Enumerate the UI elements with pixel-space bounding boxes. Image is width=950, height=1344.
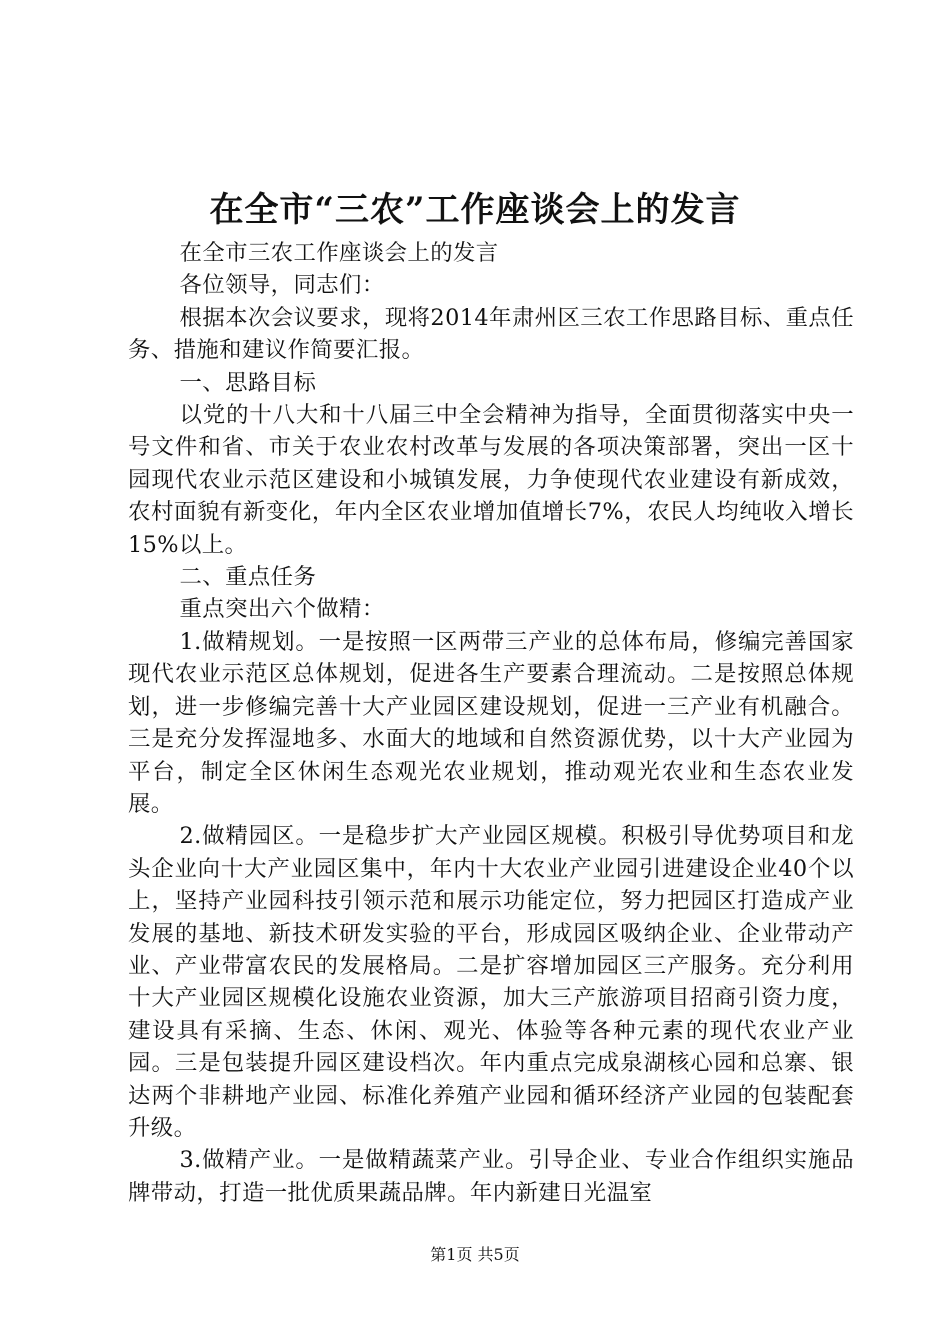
document-title: 在全市“三农”工作座谈会上的发言 [209, 190, 741, 230]
paragraph-task-planning: 1.做精规划。一是按照一区两带三产业的总体布局，修编完善国家现代农业示范区总体规划，促进各生产要素合理流动。二是按照总体规划，进一步修编完善十大产业园区建设规划，促进一三产业有机融合。三是充分发挥湿地多、水面大的地域和自然资源优势，以十大产业园为平台，制定全区休闲生态观光农业规划，推动观光农业和生态农业发展。 [128, 628, 854, 817]
section-heading-tasks: 二、重点任务 [179, 564, 317, 591]
paragraph-intro: 根据本次会议要求，现将2014年肃州区三农工作思路目标、重点任务、措施和建议作简要汇报。 [128, 304, 854, 364]
page-number-footer: 第1页 共5页 [430, 1245, 520, 1264]
document-body [128, 237, 854, 1209]
paragraph-salutation: 各位领导，同志们： [179, 272, 385, 299]
paragraph-tasks-summary: 重点突出六个做精： [179, 596, 385, 623]
paragraph-task-industry: 3.做精产业。一是做精蔬菜产业。引导企业、专业合作组织实施品牌带动，打造一批优质果蔬品牌。年内新建日光温室 [128, 1147, 854, 1206]
section-heading-goals: 一、思路目标 [179, 369, 317, 396]
paragraph-subtitle: 在全市三农工作座谈会上的发言 [179, 240, 499, 266]
paragraph-task-parks: 2.做精园区。一是稳步扩大产业园区规模。积极引导优势项目和龙头企业向十大产业园区集中，年内十大农业产业园引进建设企业40个以上，坚持产业园科技引领示范和展示功能定位，努力把园区打造成产业发展的基地、新技术研发实验的平台，形成园区吸纳企业、企业带动产业、产业带富农民的发展格局。二是扩容增加园区三产服务。充分利用十大产业园区规模化设施农业资源，加大三产旅游项目招商引资力度，建设具有采摘、生态、休闲、观光、体验等各种元素的现代农业产业园。三是包装提升园区建设档次。年内重点完成泉湖核心园和总寨、银达两个非耕地产业园、标准化养殖产业园和循环经济产业园的包装配套升级。 [128, 823, 854, 1141]
paragraph-goals: 以党的十八大和十八届三中全会精神为指导，全面贯彻落实中央一号文件和省、市关于农业农村改革与发展的各项决策部署，突出一区十园现代农业示范区建设和小城镇发展，力争使现代农业建设有新成效，农村面貌有新变化，年内全区农业增加值增长7%，农民人均纯收入增长15%以上。 [128, 402, 854, 558]
